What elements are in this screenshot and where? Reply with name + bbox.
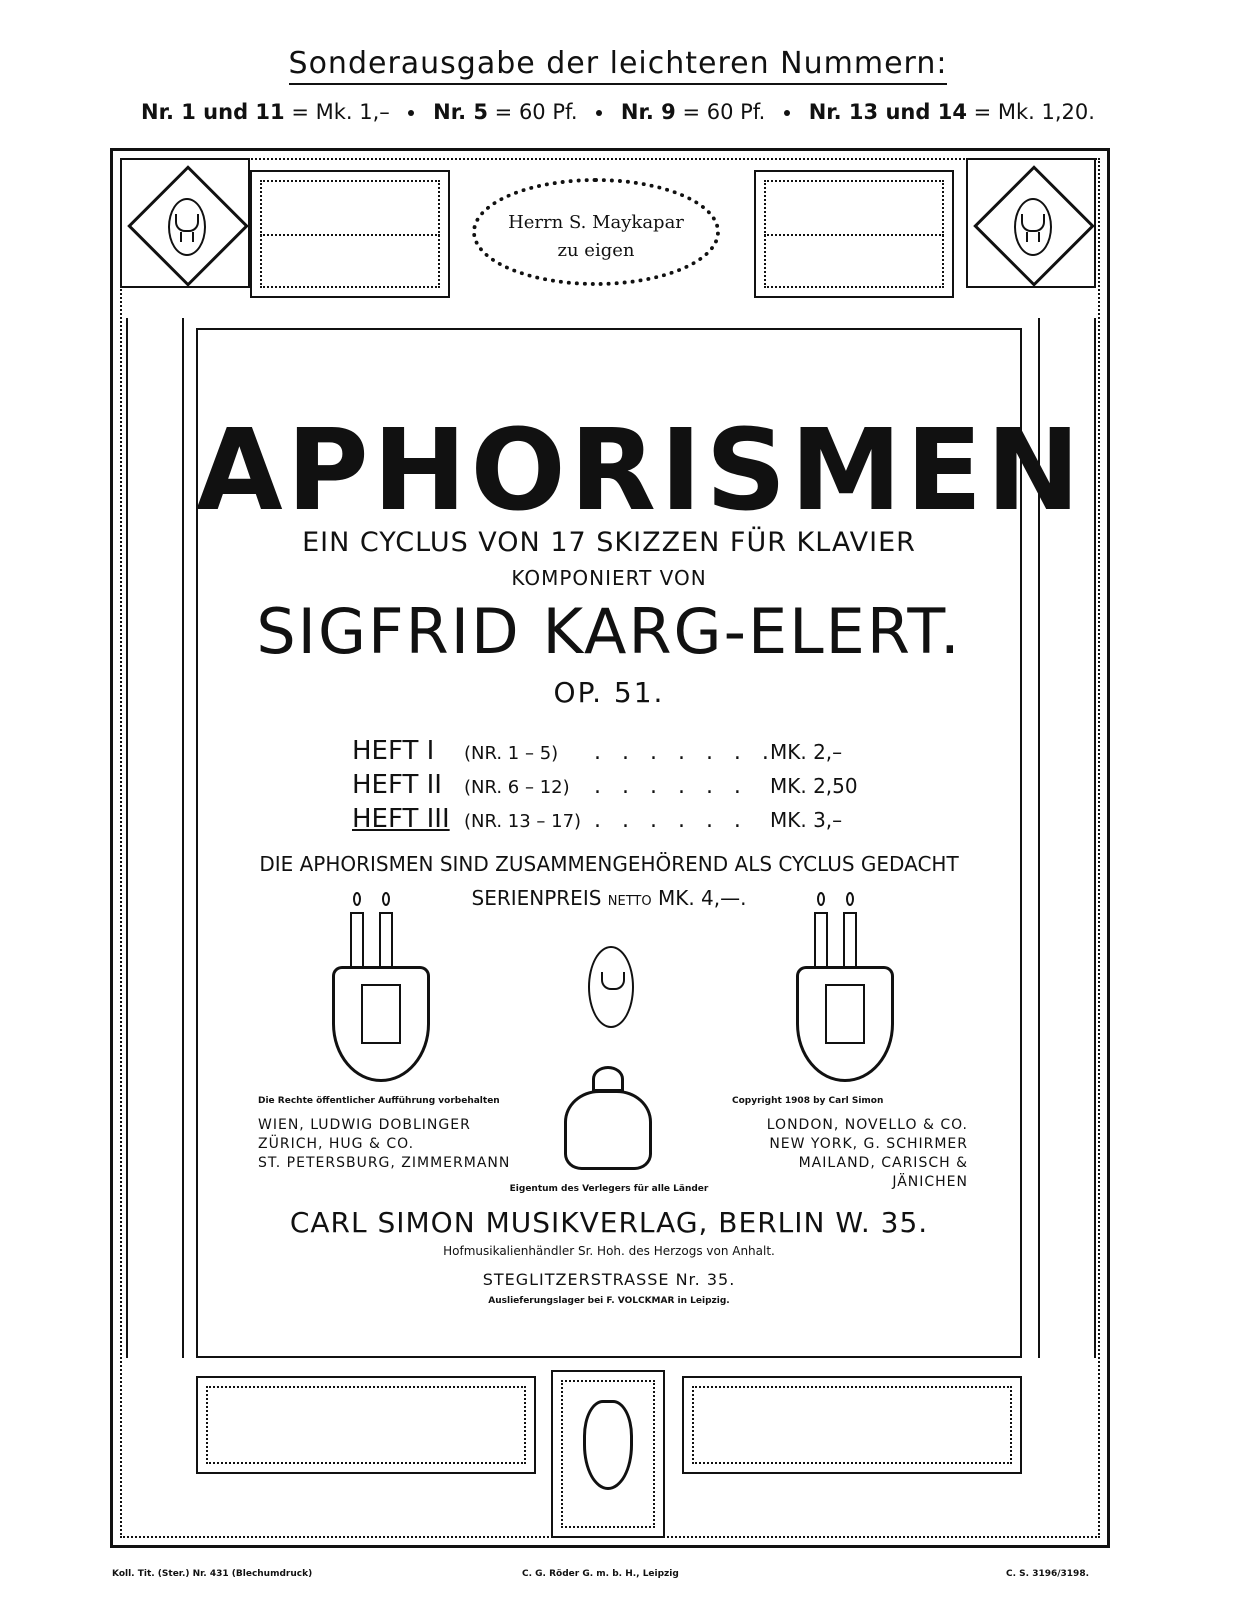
work-subtitle: EIN CYCLUS VON 17 SKIZZEN FÜR KLAVIER: [302, 527, 916, 558]
heft-price: MK. 2,–: [770, 740, 843, 764]
corner-ornament-right: [966, 158, 1096, 288]
panel-inner: [206, 1386, 526, 1464]
work-title: APHORISMEN: [196, 406, 1084, 536]
urn-foot: [180, 232, 194, 242]
heft-range: (NR. 6 – 12): [464, 777, 570, 798]
heft-row: [352, 804, 912, 838]
urn-icon: [601, 972, 625, 990]
separator-dot-icon: [784, 110, 790, 116]
footer-right: C. S. 3196/3198.: [1006, 1569, 1089, 1579]
heft-row: [352, 770, 912, 804]
cross-icon: [361, 984, 401, 1044]
panel-inner: [692, 1386, 1012, 1464]
crown-icon: [592, 1066, 624, 1092]
candle-shield-ornament-left: [326, 890, 436, 1070]
flame-icon: [817, 892, 825, 906]
bottom-panel-left: [196, 1376, 536, 1474]
top-panel-right: [754, 170, 954, 298]
heft-row: [352, 736, 912, 770]
flame-icon: [846, 892, 854, 906]
footer-center: C. G. Röder G. m. b. H., Leipzig: [522, 1569, 679, 1579]
ownership-note: Eigentum des Verlegers für alle Länder: [509, 1184, 709, 1194]
bottom-panel-right: [682, 1376, 1022, 1474]
agent-line: MAILAND, CARISCH & JÄNICHEN: [798, 1155, 968, 1190]
performance-rights-note: Die Rechte öffentlicher Aufführung vorbehalten: [258, 1096, 500, 1106]
separator-dot-icon: [596, 110, 602, 116]
price-item: Nr. 1 und 11 = Mk. 1,–: [141, 100, 390, 124]
candle-shield-ornament-right: [790, 890, 900, 1070]
panel-divider: [260, 234, 440, 236]
heft-dots: . . . . . .: [594, 774, 748, 799]
panel-divider: [764, 234, 944, 236]
heft-range: (NR. 13 – 17): [464, 811, 582, 832]
top-panel-left: [250, 170, 450, 298]
urn-icon: [175, 214, 199, 232]
price-item: Nr. 5 = 60 Pf.: [433, 100, 578, 124]
separator-dot-icon: [408, 110, 414, 116]
publisher-address: STEGLITZERSTRASSE Nr. 35.: [482, 1270, 736, 1289]
flame-icon: [382, 892, 390, 906]
series-price-label: SERIENPREIS: [471, 886, 602, 910]
dedication-line-1: Herrn S. Maykapar: [508, 212, 684, 233]
left-side-column: [126, 318, 184, 1358]
publisher-name: CARL SIMON MUSIKVERLAG, BERLIN W. 35.: [289, 1206, 929, 1239]
flame-icon: [353, 892, 361, 906]
price-item: Nr. 9 = 60 Pf.: [620, 100, 766, 124]
coat-of-arms-icon: [564, 1090, 652, 1170]
netto-label: NETTO: [607, 894, 652, 909]
candle-icon: [379, 912, 393, 968]
agent-line: NEW YORK, G. SCHIRMER: [769, 1136, 968, 1152]
heft-dots: . . . . . .: [594, 808, 748, 833]
heft-range: (NR. 1 – 5): [464, 743, 559, 764]
urn-foot: [1026, 232, 1040, 242]
heft-price: MK. 2,50: [770, 774, 858, 798]
heft-label: HEFT I: [352, 736, 435, 766]
corner-ornament-left: [120, 158, 250, 288]
candle-icon: [350, 912, 364, 968]
heft-label: HEFT III: [352, 804, 450, 834]
candle-icon: [814, 912, 828, 968]
footer-left: Koll. Tit. (Ster.) Nr. 431 (Blechumdruck): [112, 1569, 313, 1579]
heft-dots: . . . . . . .: [594, 740, 776, 765]
right-agents: [728, 1116, 968, 1192]
composer-name: SIGFRID KARG-ELERT.: [256, 595, 962, 668]
publisher-title: Hofmusikalienhändler Sr. Hoh. des Herzogs von Anhalt.: [443, 1244, 775, 1258]
series-price-value: MK. 4,—.: [657, 886, 747, 910]
distribution-note: Auslieferungslager bei F. VOLCKMAR in Leipzig.: [488, 1296, 730, 1306]
special-edition-title: Sonderausgabe der leichteren Nummern:: [0, 46, 1236, 81]
left-agents: [258, 1116, 510, 1173]
heft-label: HEFT II: [352, 770, 442, 800]
cyclus-note: DIE APHORISMEN SIND ZUSAMMENGEHÖREND ALS CYCLUS GEDACHT: [259, 852, 959, 876]
opus-number: OP. 51.: [553, 676, 665, 709]
cross-icon: [825, 984, 865, 1044]
special-edition-prices: [0, 100, 1236, 124]
price-item: Nr. 13 und 14 = Mk. 1,20.: [808, 100, 1095, 124]
theatre-mask-icon: [583, 1400, 633, 1490]
urn-icon: [1021, 214, 1045, 232]
composed-by-label: KOMPONIERT VON: [511, 566, 707, 590]
agent-line: ST. PETERSBURG, ZIMMERMANN: [258, 1155, 511, 1171]
agent-line: ZÜRICH, HUG & CO.: [258, 1136, 415, 1152]
heft-price: MK. 3,–: [770, 808, 843, 832]
agent-line: LONDON, NOVELLO & CO.: [766, 1117, 968, 1133]
candle-icon: [843, 912, 857, 968]
dedication-line-2: zu eigen: [557, 240, 635, 261]
agent-line: WIEN, LUDWIG DOBLINGER: [258, 1117, 471, 1133]
copyright-note: Copyright 1908 by Carl Simon: [732, 1096, 884, 1106]
